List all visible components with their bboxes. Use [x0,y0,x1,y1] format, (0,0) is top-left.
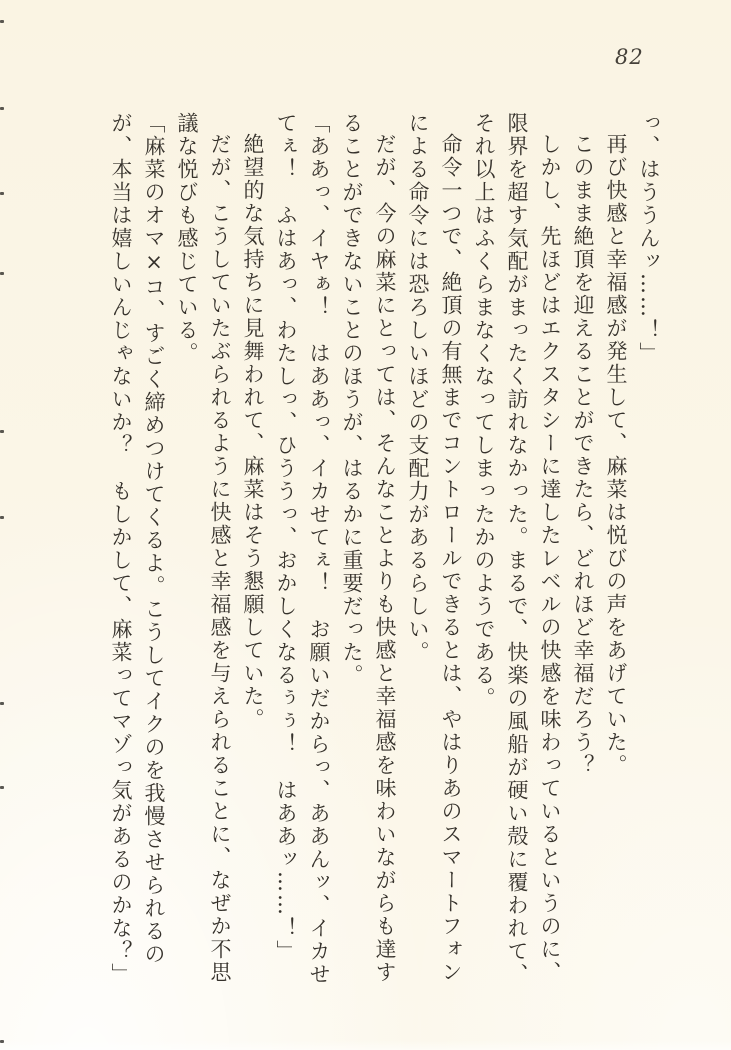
scan-edge-speck [0,1040,4,1043]
scan-edge-speck [0,20,4,23]
scan-edge-speck [0,107,4,110]
scan-edge-speck [0,516,4,519]
scan-edge-speck [0,192,4,195]
novel-paragraph: っ、はううんッ……！」 [637,112,661,365]
page-bottom-edge-highlight [0,1040,731,1050]
novel-paragraph: 「麻菜のオマ×コ、すごく締めつけてくるよ。こうしてイクのを我慢させられるのが、本当は嬉しいんじゃないか？ もしかして、麻菜ってマゾっ気があるのかな？」 [109,112,166,986]
scan-edge-speck [0,786,4,789]
novel-paragraph: 絶望的な気持ちに見舞われて、麻菜はそう懇願していた。 [241,133,265,731]
novel-paragraph: 再び快感と幸福感が発生して、麻菜は悦びの声をあげていた。 [604,133,628,777]
page-number: 82 [615,45,644,69]
scan-edge-speck [0,272,4,275]
scan-edge-speck [0,702,4,705]
novel-paragraph: 命令一つで、絶頂の有無までコントロールできるとは、やはりあのスマートフォンによる命令には恐ろしいほどの支配力があるらしい。 [406,112,463,984]
text-block [104,112,665,990]
novel-paragraph: しかし、先ほどはエクスタシーに達したレベルの快感を味わっているというのに、限界を超す気配がまったく訪れなかった。まるで、快楽の風船が硬い殻に覆われて、それ以上はふくらまなくなってしまったかのようである。 [472,112,562,986]
novel-paragraph: このまま絶頂を迎えることができたら、どれほど幸福だろう？ [571,133,595,777]
novel-paragraph: だが、こうしていたぶられるように快感と幸福感を与えられることに、なぜか不思議な悦びも感じている。 [175,112,232,984]
novel-paragraph: 「ああっ、イヤぁ！ はああっ、イカせてぇ！ お願いだからっ、ああんッ、イカせてぇ！ ふはあっ、わたしっ、ひううっ、おかしくなるぅぅ！ はああッ……！」 [274,112,331,986]
scan-edge-speck [0,430,4,433]
novel-paragraph: だが、今の麻菜にとっては、そんなことよりも快感と幸福感を味わいながらも達することができないことのほうが、はるかに重要だった。 [340,112,397,984]
